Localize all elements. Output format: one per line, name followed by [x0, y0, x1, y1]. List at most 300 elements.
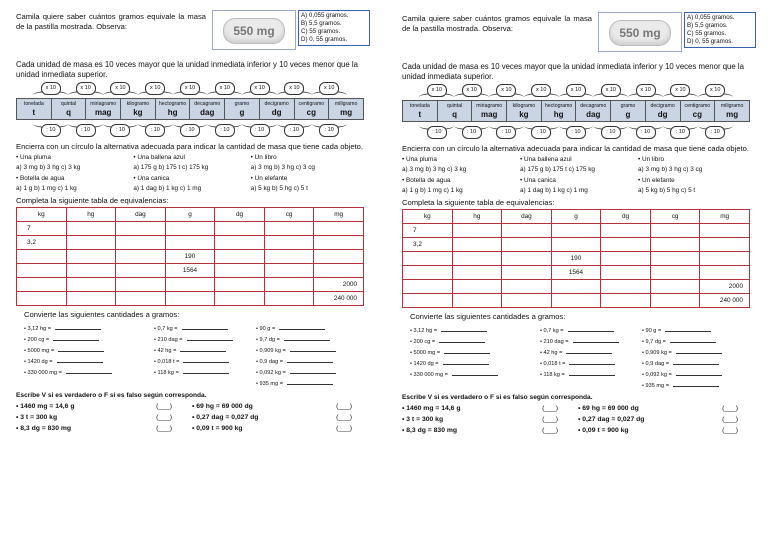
table-cell: [601, 266, 651, 280]
divide-ten-label: : 10: [462, 126, 482, 139]
unit-symbol: t: [418, 110, 422, 119]
convert-item: [540, 358, 642, 369]
option-a: A) 0,055 gramos.: [301, 12, 349, 19]
table-cell: [452, 238, 502, 252]
answer-blank[interactable]: [569, 369, 615, 376]
answer-blank[interactable]: [279, 323, 325, 330]
table-cell: [650, 252, 700, 266]
answer-parentheses[interactable]: (___): [156, 414, 172, 421]
unit-cell: [472, 101, 507, 122]
unit-symbol: mg: [726, 110, 739, 119]
times-ten-label: x 10: [601, 84, 621, 97]
convert-label: • 210 dag =: [540, 339, 569, 345]
convert-item: [642, 347, 758, 358]
answer-blank[interactable]: [439, 336, 485, 343]
answer-parentheses[interactable]: (___): [542, 427, 558, 434]
table-cell: [116, 222, 166, 236]
convert-grid: [402, 325, 752, 391]
table-cell: 190: [165, 250, 215, 264]
table-header: cg: [264, 208, 314, 222]
statement: • 8,3 dg = 830 mg: [16, 425, 72, 432]
option-d: D) 0, 55 gramos.: [301, 36, 348, 43]
table-cell: [650, 266, 700, 280]
object-options: a) 5 kg b) 5 hg c) 5 t: [638, 187, 696, 194]
answer-blank[interactable]: [443, 358, 489, 365]
table-cell: [551, 294, 601, 308]
answer-blank[interactable]: [665, 325, 711, 332]
convert-label: • 3,12 hg =: [24, 326, 51, 332]
object-options: a) 3 mg b) 3 hg c) 3 kg: [402, 166, 467, 173]
unit-cell: [86, 99, 121, 120]
table-cell: 240 000: [700, 294, 750, 308]
table-header: g: [165, 208, 215, 222]
circle-instruction: Encierra con un círculo la alternativa adecuada para indicar la cantidad de masa que tiene cada objeto.: [16, 142, 364, 151]
convert-item: [256, 345, 372, 356]
divide-ten-label: : 10: [76, 124, 96, 137]
table-header: mg: [314, 208, 364, 222]
convert-label: • 935 mg =: [642, 383, 669, 389]
units-table: [402, 100, 750, 122]
table-row: [17, 278, 364, 292]
true-false-column-2: [578, 403, 750, 436]
convert-label: • 90 g =: [256, 326, 276, 332]
convert-item: [24, 367, 154, 378]
unit-cell: [403, 101, 438, 122]
answer-blank[interactable]: [566, 347, 612, 354]
table-cell: 7: [17, 222, 67, 236]
convert-item: [642, 380, 758, 391]
answer-blank[interactable]: [441, 325, 487, 332]
table-cell: [601, 294, 651, 308]
convert-item: [154, 345, 256, 356]
true-false-item: [578, 425, 750, 436]
convert-item: [540, 347, 642, 358]
divide-ten-label: : 10: [531, 126, 551, 139]
object-options: a) 1 g b) 1 mg c) 1 kg: [402, 187, 463, 194]
table-cell: [264, 236, 314, 250]
table-cell: [502, 238, 552, 252]
answer-blank[interactable]: [287, 378, 333, 385]
option-b: B) 5,5 gramos.: [687, 22, 728, 29]
table-cell: [314, 264, 364, 278]
answer-parentheses[interactable]: (___): [336, 414, 352, 421]
intro-block: [402, 10, 752, 60]
convert-column-2: [154, 323, 256, 389]
answer-parentheses[interactable]: (___): [722, 416, 738, 423]
object-options: a) 3 mg b) 3 hg c) 3 cg: [250, 164, 315, 171]
convert-label: • 0,092 kg =: [642, 372, 672, 378]
table-cell: [215, 236, 265, 250]
convert-item: [154, 356, 256, 367]
multiply-arrows: [402, 82, 752, 100]
divide-ten-label: : 10: [215, 124, 235, 137]
table-header: kg: [17, 208, 67, 222]
answer-blank[interactable]: [58, 345, 104, 352]
option-a: A) 0,055 gramos.: [687, 14, 735, 21]
answer-blank[interactable]: [569, 358, 615, 365]
unit-cell: [541, 101, 576, 122]
convert-label: • 0,909 kg =: [256, 348, 286, 354]
unit-name: miligramo: [334, 101, 358, 107]
rule-text: Cada unidad de masa es 10 veces mayor que la unidad inmediata inferior y 10 veces menor que la unidad inmediata superior.: [16, 60, 358, 79]
answer-options: [298, 10, 370, 46]
object-name: • Un elefante: [638, 177, 675, 184]
table-cell: 240 000: [314, 292, 364, 306]
table-cell: [215, 264, 265, 278]
unit-cell: [715, 101, 750, 122]
answer-blank[interactable]: [66, 367, 112, 374]
table-cell: [66, 250, 116, 264]
answer-blank[interactable]: [290, 345, 336, 352]
unit-symbol: mag: [94, 108, 112, 117]
divide-ten-label: : 10: [670, 126, 690, 139]
unit-symbol: hg: [553, 110, 564, 119]
divide-ten-label: : 10: [180, 124, 200, 137]
unit-name: kilogramo: [126, 101, 150, 107]
convert-label: • 935 mg =: [256, 381, 283, 387]
table-cell: [215, 250, 265, 264]
divide-arrows: [16, 120, 364, 138]
table-cell: [700, 224, 750, 238]
table-cell: [66, 222, 116, 236]
unit-cell: [51, 99, 86, 120]
convert-label: • 90 g =: [642, 328, 662, 334]
object-options: a) 3 mg b) 3 hg c) 3 kg: [16, 164, 81, 171]
true-false-item: [16, 423, 192, 434]
unit-name: tonelada: [409, 103, 430, 109]
convert-item: [256, 323, 372, 334]
convert-item: [256, 356, 372, 367]
divide-ten-label: : 10: [284, 124, 304, 137]
option-c: C) 55 gramos.: [301, 28, 341, 35]
answer-blank[interactable]: [53, 334, 99, 341]
unit-name: quintal: [60, 101, 77, 107]
times-ten-label: x 10: [566, 84, 586, 97]
worksheet-content: [402, 10, 752, 436]
unit-symbol: t: [32, 108, 36, 117]
statement: • 8,3 dg = 830 mg: [402, 427, 458, 434]
answer-parentheses[interactable]: (___): [542, 405, 558, 412]
answer-blank[interactable]: [673, 380, 719, 387]
answer-blank[interactable]: [55, 323, 101, 330]
answer-blank[interactable]: [57, 356, 103, 363]
intro-text: Camila quiere saber cuántos gramos equivale la masa de la pastilla mostrada. Observa:: [402, 14, 592, 33]
answer-blank[interactable]: [187, 334, 233, 341]
circle-instruction: Encierra con un círculo la alternativa adecuada para indicar la cantidad de masa que tiene cada objeto.: [402, 144, 750, 153]
table-cell: [66, 264, 116, 278]
object-name: • Botella de agua: [402, 177, 451, 184]
object-options: a) 3 mg b) 3 hg c) 3 cg: [638, 166, 703, 173]
unit-symbol: kg: [519, 110, 529, 119]
table-cell: [452, 266, 502, 280]
divide-ten-label: : 10: [427, 126, 447, 139]
table-cell: 190: [551, 252, 601, 266]
convert-item: [154, 334, 256, 345]
table-cell: [215, 292, 265, 306]
times-ten-label: x 10: [462, 84, 482, 97]
answer-parentheses[interactable]: (___): [722, 405, 738, 412]
answer-parentheses[interactable]: (___): [156, 425, 172, 432]
table-cell: [601, 238, 651, 252]
table-cell: 7: [403, 224, 453, 238]
convert-title: Convierte las siguientes cantidades a gramos:: [24, 310, 180, 319]
unit-name: centigramo: [298, 101, 325, 107]
table-cell: 2000: [700, 280, 750, 294]
true-false-title: Escribe V si es verdadero o F si es falso según corresponda.: [402, 394, 593, 401]
answer-blank[interactable]: [287, 356, 333, 363]
true-false-grid: [16, 401, 364, 434]
object-name: • Una ballena azul: [520, 156, 572, 163]
convert-item: [410, 358, 540, 369]
unit-cell: [329, 99, 364, 120]
table-cell: [700, 252, 750, 266]
answer-parentheses[interactable]: (___): [336, 425, 352, 432]
answer-parentheses[interactable]: (___): [156, 403, 172, 410]
intro-text: Camila quiere saber cuántos gramos equivale la masa de la pastilla mostrada. Observa:: [16, 12, 206, 31]
table-row: [17, 236, 364, 250]
unit-name: miriagramo: [476, 103, 503, 109]
intro-block: [16, 8, 364, 58]
convert-label: • 118 kg =: [540, 372, 565, 378]
table-cell: [66, 292, 116, 306]
convert-item: [24, 356, 154, 367]
convert-column-1: [410, 325, 540, 391]
statement: • 1460 mg = 14,6 g: [402, 405, 461, 412]
unit-name: miriagramo: [90, 101, 117, 107]
object-name: • Un elefante: [250, 175, 288, 182]
object-name: • Un libro: [250, 154, 277, 161]
convert-title: Convierte las siguientes cantidades a gramos:: [410, 312, 566, 321]
table-title: Completa la siguiente tabla de equivalencias:: [402, 198, 555, 207]
unit-name: hectogramo: [544, 103, 573, 109]
table-cell: [314, 222, 364, 236]
convert-item: [540, 369, 642, 380]
unit-symbol: dag: [200, 108, 215, 117]
table-header: kg: [403, 210, 453, 224]
answer-blank[interactable]: [670, 336, 716, 343]
convert-label: • 210 dag =: [154, 337, 183, 343]
answer-blank[interactable]: [183, 367, 229, 374]
convert-label: • 42 hg =: [540, 350, 563, 356]
unit-name: tonelada: [23, 101, 44, 107]
convert-item: [24, 334, 154, 345]
true-false-item: [16, 412, 192, 423]
convert-label: • 200 cg =: [410, 339, 436, 345]
object-item: [251, 154, 364, 171]
true-false-item: [192, 423, 364, 434]
object-options: a) 5 kg b) 5 hg c) 5 t: [250, 185, 308, 192]
unit-symbol: q: [66, 108, 71, 117]
convert-column-1: [24, 323, 154, 389]
true-false-item: [192, 412, 364, 423]
convert-label: • 3,12 hg =: [410, 328, 437, 334]
table-cell: [403, 294, 453, 308]
table-cell: [264, 250, 314, 264]
answer-blank[interactable]: [673, 358, 719, 365]
answer-blank[interactable]: [573, 336, 619, 343]
convert-item: [24, 345, 154, 356]
true-false-grid: [402, 403, 752, 436]
answer-blank[interactable]: [180, 345, 226, 352]
true-false-column-1: [402, 403, 578, 436]
answer-blank[interactable]: [182, 323, 228, 330]
object-name: • Una canica: [133, 175, 170, 182]
unit-symbol: g: [239, 108, 245, 117]
object-name: • Un libro: [638, 156, 665, 163]
times-ten-label: x 10: [496, 84, 516, 97]
table-cell: [502, 252, 552, 266]
table-cell: 2000: [314, 278, 364, 292]
divide-ten-label: : 10: [496, 126, 516, 139]
unit-name: centigramo: [684, 103, 711, 109]
answer-blank[interactable]: [284, 334, 330, 341]
table-header: g: [551, 210, 601, 224]
answer-blank[interactable]: [568, 325, 614, 332]
convert-label: • 0,018 t =: [154, 359, 180, 365]
unit-symbol: mg: [340, 108, 353, 117]
table-cell: [165, 278, 215, 292]
times-ten-label: x 10: [250, 82, 270, 95]
object-item: [402, 156, 516, 173]
convert-label: • 5000 mg =: [410, 350, 441, 356]
table-cell: [116, 250, 166, 264]
convert-item: [410, 336, 540, 347]
table-cell: [215, 222, 265, 236]
answer-parentheses[interactable]: (___): [542, 416, 558, 423]
pill-image: [212, 10, 296, 50]
unit-name: kilogramo: [512, 103, 536, 109]
table-cell: [66, 236, 116, 250]
object-options: a) 1 dag b) 1 kg c) 1 mg: [520, 187, 588, 194]
unit-symbol: dg: [271, 108, 282, 117]
option-b: B) 5,5 gramos.: [301, 20, 342, 27]
objects-grid: [402, 156, 752, 194]
true-false-item: [402, 403, 578, 414]
table-row: [17, 222, 364, 236]
table-cell: 1564: [551, 266, 601, 280]
object-item: [520, 156, 634, 173]
table-cell: [116, 264, 166, 278]
object-item: [402, 177, 516, 194]
convert-label: • 1420 dg =: [24, 359, 53, 365]
statement: • 3 t = 300 kg: [16, 414, 58, 421]
answer-blank[interactable]: [452, 369, 498, 376]
divide-ten-label: : 10: [601, 126, 621, 139]
answer-blank[interactable]: [676, 369, 722, 376]
table-cell: [264, 292, 314, 306]
convert-item: [24, 323, 154, 334]
table-row: [403, 238, 750, 252]
true-false-item: [402, 425, 578, 436]
unit-symbol: dag: [586, 110, 601, 119]
convert-label: • 0,7 kg =: [540, 328, 564, 334]
object-options: a) 1 g b) 1 mg c) 1 kg: [16, 185, 77, 192]
answer-parentheses[interactable]: (___): [722, 427, 738, 434]
unit-cell: [294, 99, 329, 120]
table-cell: [551, 238, 601, 252]
unit-symbol: kg: [133, 108, 143, 117]
true-false-item: [578, 414, 750, 425]
convert-label: • 118 kg =: [154, 370, 179, 376]
object-item: [16, 154, 129, 171]
statement: • 69 hg = 69 000 dg: [192, 403, 253, 410]
unit-cell: [121, 99, 156, 120]
unit-cell: [225, 99, 260, 120]
pill-icon: 550 mg: [609, 20, 671, 46]
divide-ten-label: : 10: [145, 124, 165, 137]
unit-name: decagramo: [194, 101, 221, 107]
unit-cell: [507, 101, 542, 122]
table-cell: [502, 280, 552, 294]
table-header: hg: [66, 208, 116, 222]
object-name: • Una pluma: [16, 154, 51, 161]
table-row: [403, 280, 750, 294]
convert-item: [642, 369, 758, 380]
answer-blank[interactable]: [183, 356, 229, 363]
table-header: hg: [452, 210, 502, 224]
objects-grid: [16, 154, 364, 192]
table-header-row: [17, 208, 364, 222]
convert-item: [410, 325, 540, 336]
worksheet-content: [16, 8, 364, 434]
unit-cell: [611, 101, 646, 122]
table-cell: [264, 278, 314, 292]
table-cell: [650, 294, 700, 308]
units-row: [17, 99, 364, 120]
answer-parentheses[interactable]: (___): [336, 403, 352, 410]
unit-symbol: g: [625, 110, 631, 119]
divide-ten-label: : 10: [110, 124, 130, 137]
answer-blank[interactable]: [444, 347, 490, 354]
convert-item: [154, 367, 256, 378]
table-cell: [403, 280, 453, 294]
table-cell: [165, 236, 215, 250]
true-false-item: [16, 401, 192, 412]
option-d: D) 0, 55 gramos.: [687, 38, 734, 45]
option-c: C) 55 gramos.: [687, 30, 727, 37]
convert-column-3: [642, 325, 758, 391]
convert-item: [154, 323, 256, 334]
answer-blank[interactable]: [290, 367, 336, 374]
times-ten-label: x 10: [76, 82, 96, 95]
answer-blank[interactable]: [676, 347, 722, 354]
table-cell: [502, 294, 552, 308]
unit-symbol: cg: [306, 108, 317, 117]
table-cell: [215, 278, 265, 292]
rule-text: Cada unidad de masa es 10 veces mayor que la unidad inmediata inferior y 10 veces menor que la unidad inmediata superior.: [402, 62, 744, 81]
answer-options: [684, 12, 756, 48]
times-ten-label: x 10: [110, 82, 130, 95]
convert-label: • 0,092 kg =: [256, 370, 286, 376]
divide-arrows: [402, 122, 752, 140]
convert-item: [540, 336, 642, 347]
divide-ten-label: : 10: [250, 124, 270, 137]
times-ten-label: x 10: [319, 82, 339, 95]
object-options: a) 175 g b) 175 t c) 175 kg: [133, 164, 209, 171]
table-row: [17, 292, 364, 306]
object-item: [133, 154, 246, 171]
unit-cell: [645, 101, 680, 122]
unit-name: decigramo: [650, 103, 675, 109]
true-false-column-2: [192, 401, 364, 434]
convert-label: • 42 hg =: [154, 348, 177, 354]
table-cell: [700, 238, 750, 252]
true-false-item: [402, 414, 578, 425]
table-header: dag: [502, 210, 552, 224]
table-cell: [700, 266, 750, 280]
table-header: dg: [215, 208, 265, 222]
divide-ten-label: : 10: [636, 126, 656, 139]
